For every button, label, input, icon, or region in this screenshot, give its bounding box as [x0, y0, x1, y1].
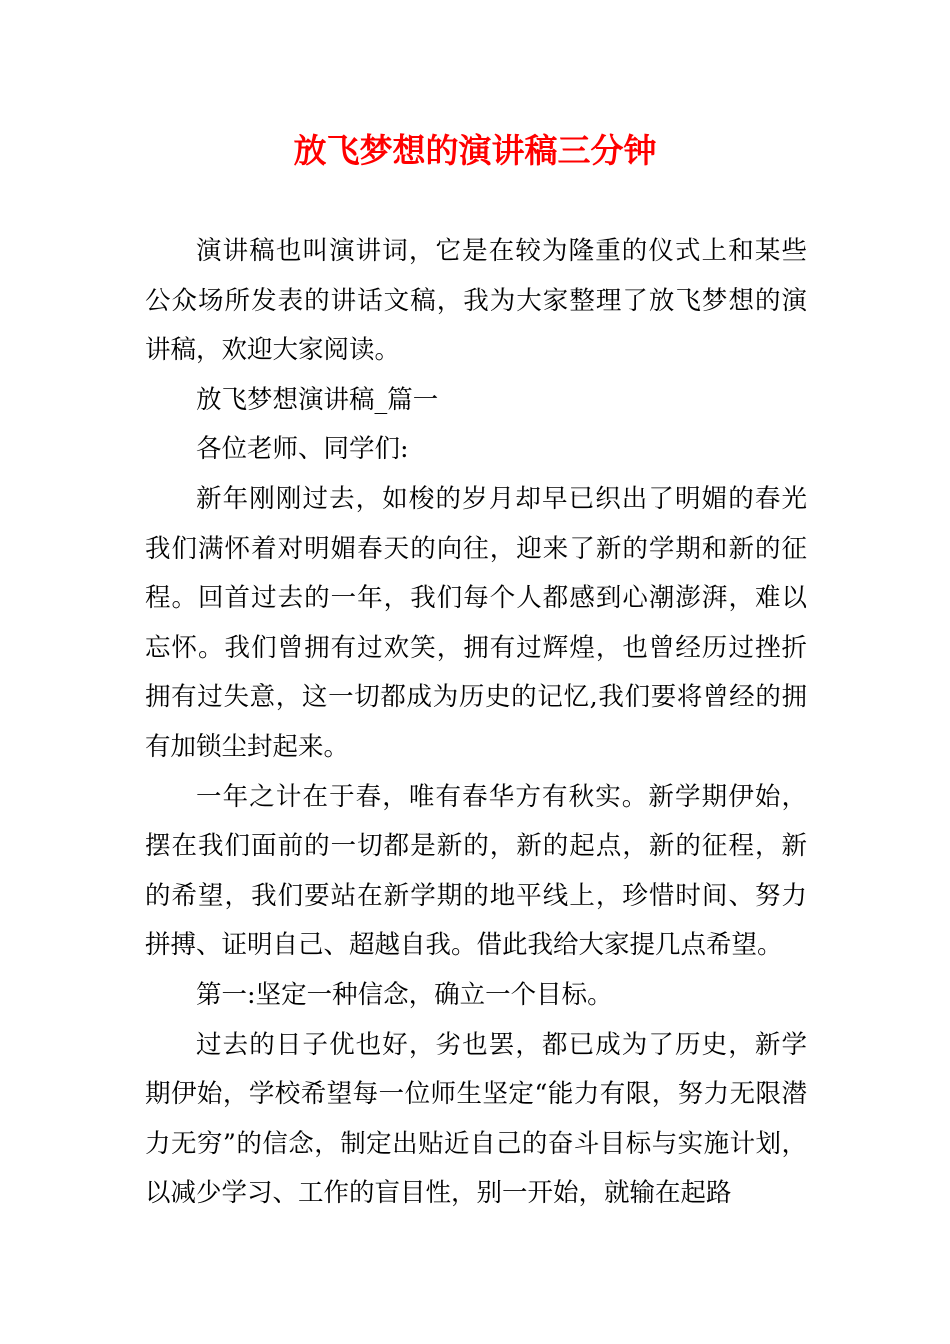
paragraph-section-heading: 放飞梦想演讲稿_篇一 [196, 384, 439, 415]
paragraph-spring: 一年之计在于春，唯有春华方有秋实。新学期伊始，摆在我们面前的一切都是新的，新的起点，新的征程，新的希望，我们要站在新学期的地平线上，珍惜时间、努力拼搏、证明自己、超越自我。借此我给大家提几点希望。 [145, 781, 807, 961]
paragraph-intro: 演讲稿也叫演讲词，它是在较为隆重的仪式上和某些公众场所发表的讲话文稿，我为大家整理了放飞梦想的演讲稿，欢迎大家阅读。 [145, 236, 807, 366]
page-title: 放飞梦想的演讲稿三分钟 [293, 131, 657, 170]
paragraph-point-one: 第一:坚定一种信念，确立一个目标。 [196, 979, 613, 1010]
paragraph-past-days: 过去的日子优也好，劣也罢，都已成为了历史，新学期伊始，学校希望每一位师生坚定“能力有限，努力无限潜力无穷”的信念，制定出贴近自己的奋斗目标与实施计划，以减少学习、工作的盲目性，别一开始，就输在起路 [145, 1029, 807, 1209]
document-body [145, 227, 807, 1219]
paragraph-salutation: 各位老师、同学们: [196, 434, 409, 465]
paragraph-new-year: 新年刚刚过去，如梭的岁月却早已织出了明媚的春光我们满怀着对明媚春天的向往，迎来了新的学期和新的征程。回首过去的一年，我们每个人都感到心潮澎湃，难以忘怀。我们曾拥有过欢笑，拥有过辉煌，也曾经历过挫折拥有过失意，这一切都成为历史的记忆,我们要将曾经的拥有加锁尘封起来。 [145, 483, 807, 762]
